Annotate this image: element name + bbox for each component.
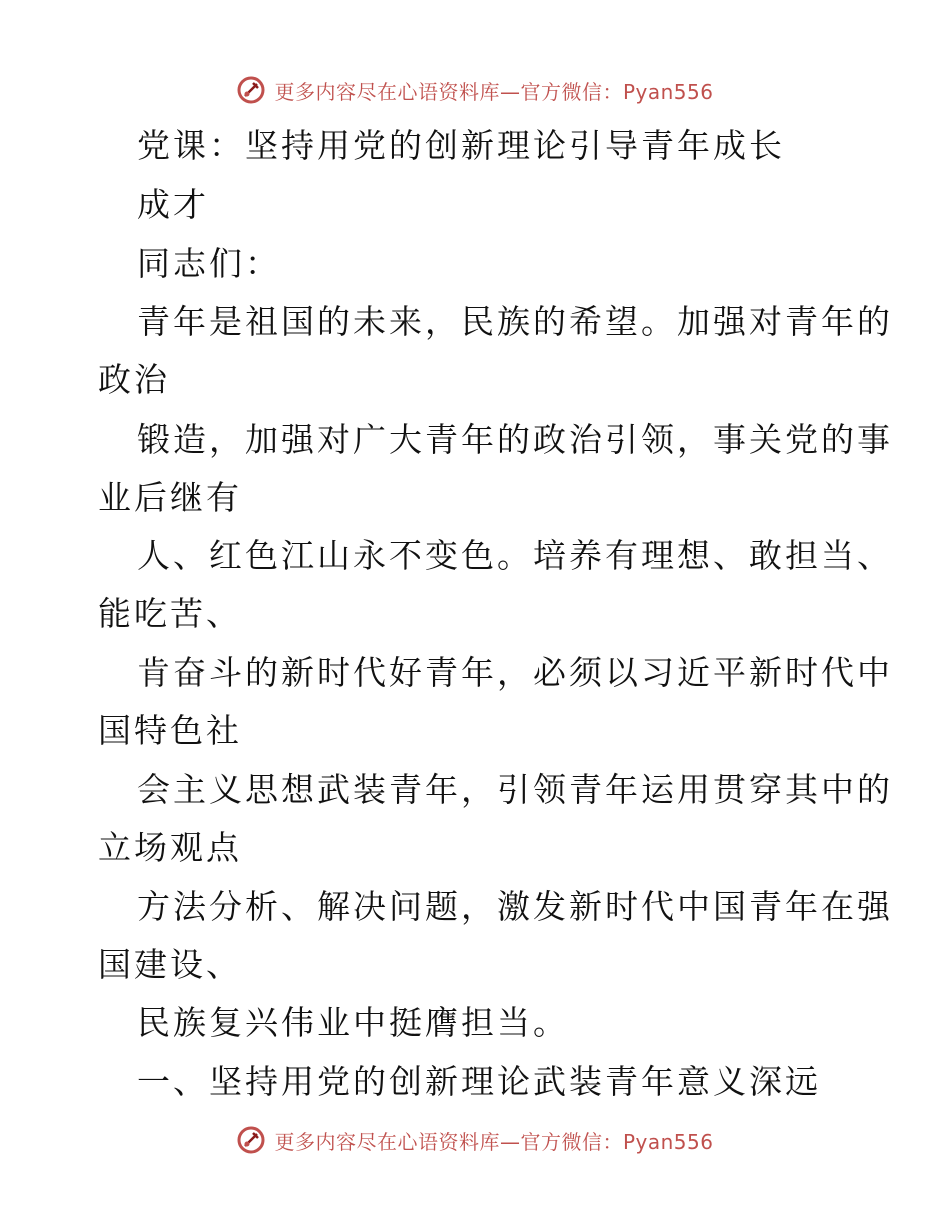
body-line: 立场观点 <box>98 828 242 867</box>
footer-watermark <box>0 1120 950 1160</box>
body-line: 民族复兴伟业中挺膺担当。 <box>137 1003 569 1042</box>
body-line: 锻造，加强对广大青年的政治引领，事关党的事 <box>137 420 893 459</box>
body-line: 会主义思想武装青年，引领青年运用贯穿其中的 <box>137 770 893 809</box>
watermark-text: 更多内容尽在心语资料库—官方微信：Pyan556 <box>274 1129 714 1154</box>
body-line: 肯奋斗的新时代好青年，必须以习近平新时代中 <box>137 653 893 692</box>
body-line: 方法分析、解决问题，激发新时代中国青年在强 <box>137 887 893 926</box>
body-line: 能吃苦、 <box>98 594 242 633</box>
body-line: 政治 <box>98 360 170 399</box>
document-title-line1: 党课：坚持用党的创新理论引导青年成长 <box>137 126 785 165</box>
body-line: 青年是祖国的未来，民族的希望。加强对青年的 <box>137 302 893 341</box>
section-heading: 一、坚持用党的创新理论武装青年意义深远 <box>137 1062 821 1101</box>
body-line: 人、红色江山永不变色。培养有理想、敢担当、 <box>137 536 893 575</box>
body-line: 国特色社 <box>98 711 242 750</box>
header-watermark <box>0 70 950 110</box>
salutation: 同志们： <box>137 244 281 283</box>
body-line: 业后继有 <box>98 478 242 517</box>
watermark-text: 更多内容尽在心语资料库—官方微信：Pyan556 <box>274 79 714 104</box>
logo-icon <box>236 1125 266 1155</box>
body-line: 国建设、 <box>98 945 242 984</box>
logo-icon <box>236 75 266 105</box>
document-title-line2: 成才 <box>137 185 209 224</box>
